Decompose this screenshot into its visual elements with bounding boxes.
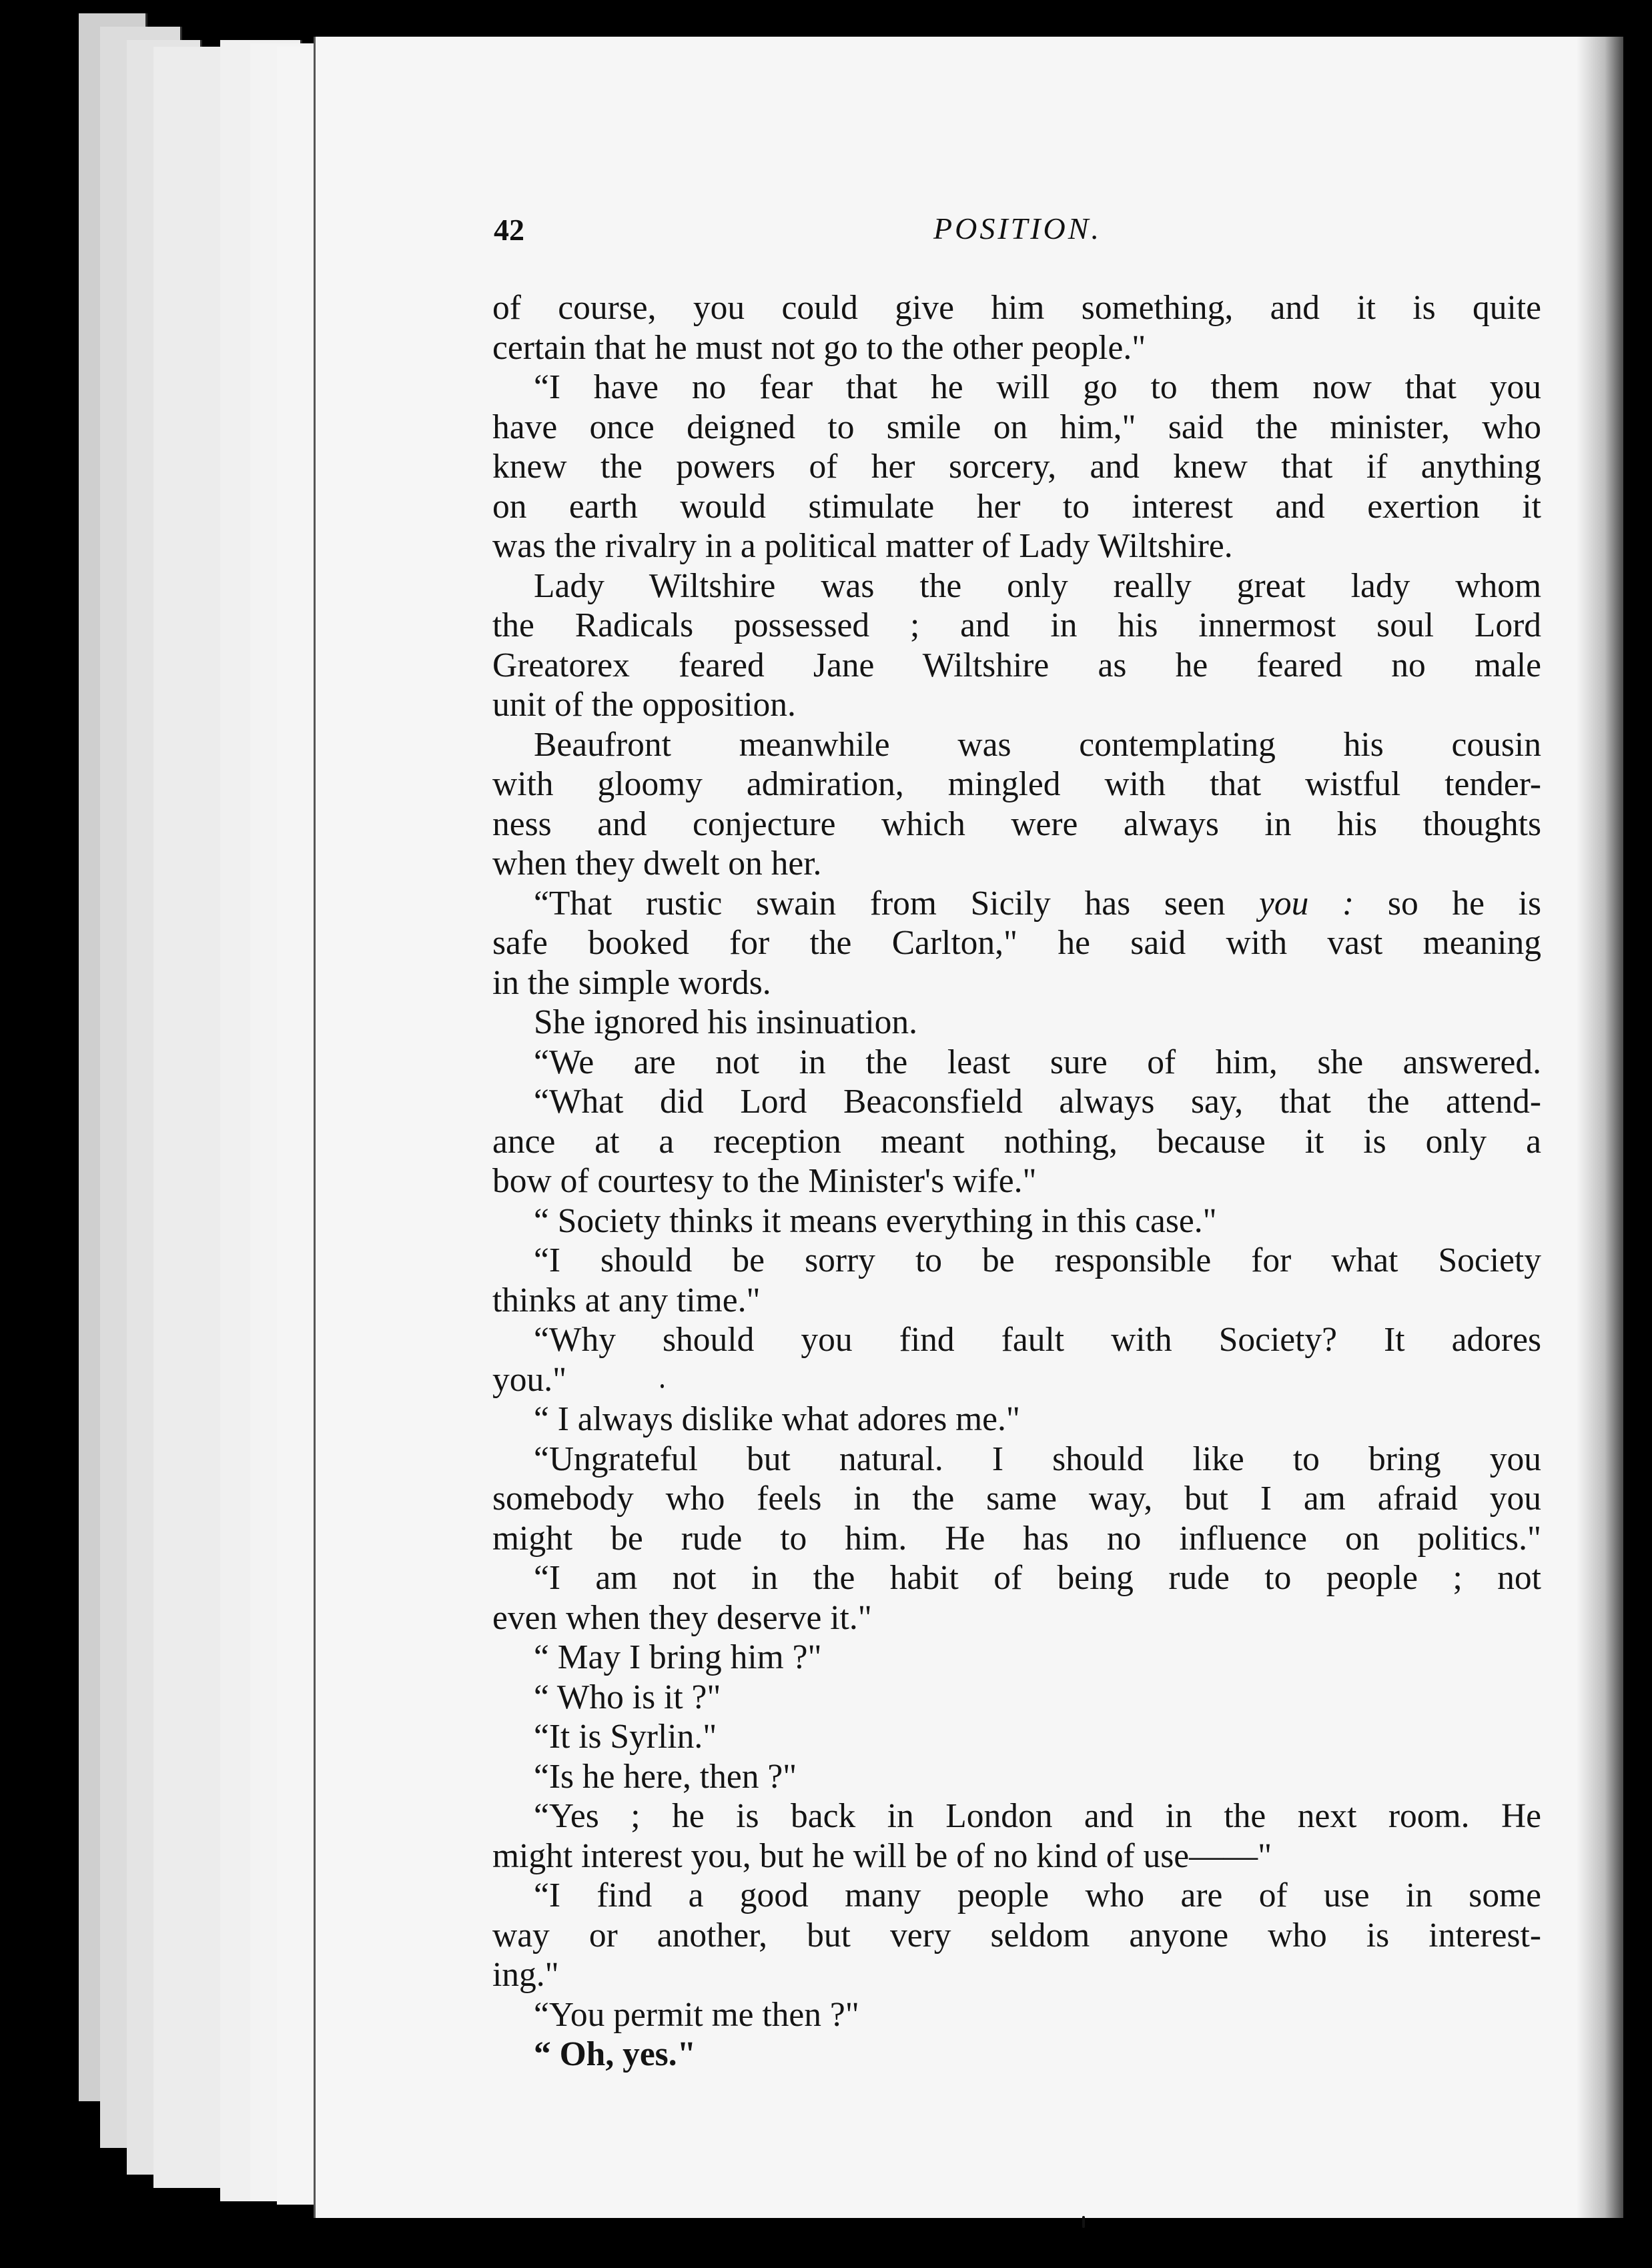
text-line-content: “I should be sorry to be responsible for what Society bbox=[534, 1241, 1541, 1279]
text-line-content: of course, you could give him something, and it is quite bbox=[492, 289, 1541, 327]
text-line bbox=[492, 1558, 1541, 1598]
text-line bbox=[492, 1082, 1541, 1122]
text-line-content: “Yes ; he is back in London and in the next room. He bbox=[534, 1797, 1541, 1835]
text-line bbox=[492, 1598, 1541, 1638]
text-line bbox=[492, 1519, 1541, 1559]
text-line-content: way or another, but very seldom anyone who is interest- bbox=[492, 1916, 1541, 1954]
text-line bbox=[492, 1440, 1541, 1480]
text-line-content: “ May I bring him ?" bbox=[534, 1638, 822, 1676]
text-line bbox=[492, 368, 1541, 408]
text-line bbox=[492, 1003, 1541, 1043]
text-line bbox=[492, 1916, 1541, 1956]
text-line bbox=[492, 725, 1541, 765]
text-line-content: knew the powers of her sorcery, and knew that if anything bbox=[492, 448, 1541, 486]
italic-word: you : bbox=[1259, 884, 1354, 923]
text-line bbox=[492, 1320, 1541, 1360]
text-line-content: “I have no fear that he will go to them now that you bbox=[534, 368, 1541, 406]
text-line-content: ness and conjecture which were always in his thoughts bbox=[492, 804, 1541, 843]
text-line bbox=[492, 1757, 1541, 1797]
text-line bbox=[492, 1399, 1541, 1440]
running-title: POSITION. bbox=[933, 211, 1102, 245]
text-line bbox=[492, 1201, 1541, 1241]
text-line bbox=[492, 1717, 1541, 1757]
text-line-content: “That rustic swain from Sicily has seen bbox=[534, 884, 1260, 923]
text-line bbox=[492, 1281, 1541, 1321]
text-line-content: “ I always dislike what adores me." bbox=[534, 1400, 1020, 1438]
text-line bbox=[492, 963, 1541, 1003]
text-line bbox=[492, 1876, 1541, 1916]
text-line-content: was the rivalry in a political matter of Lady Wiltshire. bbox=[492, 527, 1233, 565]
gutter-shadow bbox=[1577, 37, 1623, 2218]
text-line-content: somebody who feels in the same way, but I am afraid you bbox=[492, 1480, 1541, 1518]
text-line-content: might interest you, but he will be of no kind of use——" bbox=[492, 1836, 1272, 1875]
text-line bbox=[492, 1360, 1541, 1400]
text-line-content: “Is he here, then ?" bbox=[534, 1757, 797, 1796]
text-line bbox=[492, 923, 1541, 963]
text-line-content: “We are not in the least sure of him, she answered. bbox=[534, 1043, 1541, 1081]
text-line-content: “ Society thinks it means everything in this case." bbox=[534, 1201, 1217, 1240]
text-line bbox=[492, 408, 1541, 448]
text-line bbox=[492, 884, 1541, 924]
running-head bbox=[494, 212, 1541, 259]
text-line-content: She ignored his insinuation. bbox=[534, 1003, 918, 1041]
text-line bbox=[492, 606, 1541, 646]
text-line-content: with gloomy admiration, mingled with that wistful tender- bbox=[492, 765, 1541, 803]
text-line-content: on earth would stimulate her to interest and exertion it bbox=[492, 487, 1541, 526]
text-line bbox=[492, 487, 1541, 527]
text-line-content: “I am not in the habit of being rude to people ; not bbox=[534, 1559, 1541, 1597]
text-line bbox=[492, 1995, 1541, 2035]
text-line bbox=[492, 646, 1541, 686]
text-line-content: bow of courtesy to the Minister's wife." bbox=[492, 1162, 1037, 1200]
page-number: 42 bbox=[494, 213, 524, 247]
body-text bbox=[492, 288, 1541, 2075]
text-line-content: certain that he must not go to the other people." bbox=[492, 328, 1146, 367]
text-line-content: Greatorex feared Jane Wiltshire as he feared no male bbox=[492, 646, 1541, 684]
text-line-content: ing." bbox=[492, 1956, 559, 1994]
text-line bbox=[492, 1836, 1541, 1876]
text-line-tail: so he is bbox=[1354, 884, 1542, 923]
text-line-content: “ Oh, yes." bbox=[534, 2035, 697, 2073]
text-line-content: “Why should you find fault with Society? It adores bbox=[534, 1321, 1541, 1359]
text-line-content: even when they deserve it." bbox=[492, 1598, 872, 1637]
text-line bbox=[492, 764, 1541, 804]
text-line bbox=[492, 566, 1541, 606]
print-speck bbox=[661, 1384, 664, 1388]
text-line-content: “I find a good many people who are of use in some bbox=[534, 1876, 1541, 1914]
text-line bbox=[492, 1122, 1541, 1162]
text-line-content: “You permit me then ?" bbox=[534, 1995, 859, 2034]
text-line bbox=[492, 844, 1541, 884]
text-line-content: “What did Lord Beaconsfield always say, that the attend- bbox=[534, 1083, 1541, 1121]
text-line bbox=[492, 1241, 1541, 1281]
text-line bbox=[492, 1043, 1541, 1083]
text-line-content: “Ungrateful but natural. I should like to bring you bbox=[534, 1440, 1541, 1478]
text-line-content: “It is Syrlin." bbox=[534, 1718, 717, 1756]
text-line-content: “ Who is it ?" bbox=[534, 1678, 721, 1716]
text-line bbox=[492, 1638, 1541, 1678]
text-line bbox=[492, 328, 1541, 368]
text-line-content: unit of the opposition. bbox=[492, 686, 796, 724]
text-line-content: the Radicals possessed ; and in his innermost soul Lord bbox=[492, 606, 1541, 644]
text-line-content: ance at a reception meant nothing, because it is only a bbox=[492, 1122, 1541, 1161]
text-line bbox=[492, 1796, 1541, 1836]
text-line bbox=[492, 1678, 1541, 1718]
text-line bbox=[492, 288, 1541, 328]
text-line bbox=[492, 1479, 1541, 1519]
text-line bbox=[492, 804, 1541, 844]
text-line bbox=[492, 1161, 1541, 1201]
text-line-content: in the simple words. bbox=[492, 963, 771, 1002]
text-line-content: Lady Wiltshire was the only really great lady whom bbox=[534, 566, 1541, 605]
text-line-content: you." bbox=[492, 1360, 567, 1399]
text-line bbox=[492, 2035, 1541, 2075]
text-line-content: Beaufront meanwhile was contemplating his cousin bbox=[534, 725, 1541, 764]
text-line bbox=[492, 685, 1541, 725]
text-line-content: have once deigned to smile on him," said the minister, who bbox=[492, 408, 1541, 446]
print-speck bbox=[1082, 2216, 1085, 2228]
text-line-content: thinks at any time." bbox=[492, 1281, 761, 1319]
text-line-content: safe booked for the Carlton," he said with vast meaning bbox=[492, 924, 1541, 962]
text-line bbox=[492, 526, 1541, 566]
text-line bbox=[492, 447, 1541, 487]
text-line bbox=[492, 1955, 1541, 1995]
text-line-content: when they dwelt on her. bbox=[492, 844, 822, 883]
text-line-content: might be rude to him. He has no influence on politics." bbox=[492, 1519, 1541, 1558]
